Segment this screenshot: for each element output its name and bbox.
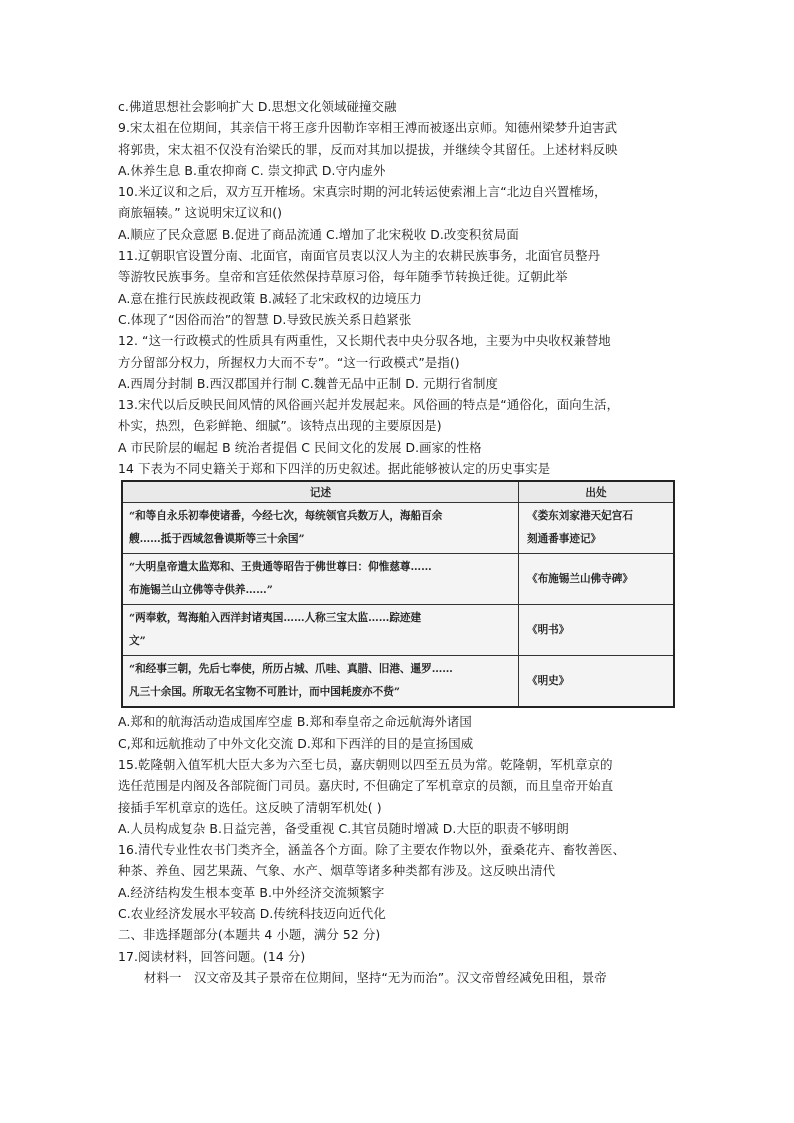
material-one-line: 材料一 汉文帝及其子景帝在位期间，坚持“无为而治”。汉文帝曾经减免田租，景帝 <box>144 969 607 985</box>
text-line: A.人员构成复杂 B.日益完善，备受重视 C.其官员随时增减 D.大臣的职责不够明朗 <box>118 820 569 836</box>
source-cell <box>519 554 675 605</box>
text-line: 12. “这一行政模式的性质具有两重性，又长期代表中央分驭各地，主要为中央收权兼替地 <box>118 333 611 349</box>
record-text: 艘……抵于西域忽鲁谟斯等三十余国” <box>129 533 305 546</box>
questions-8-to-14 <box>118 96 678 479</box>
source-text: 《明史》 <box>527 674 570 687</box>
table-row <box>122 503 674 554</box>
source-text: 《明书》 <box>527 623 570 636</box>
table-row <box>122 554 674 605</box>
table-row <box>122 656 674 708</box>
record-text: “和经事三朝，先后七奉使，所历占城、爪哇、真腊、旧港、暹罗…… <box>129 663 453 676</box>
text-line: 种茶、养鱼、园艺果蔬、气象、水产、烟草等诸多种类都有涉及。这反映出清代 <box>118 863 556 879</box>
zheng-he-table <box>121 480 675 708</box>
text-line: 11.辽朝职官设置分南、北面官，南面官员衷以汉人为主的农耕民族事务，北面官员整丹 <box>118 248 601 264</box>
text-line: A.西周分封制 B.西汉郡国并行制 C.魏普无品中正制 D. 元期行省制度 <box>118 375 498 391</box>
text-line: 9.宋太祖在位期间，其亲信干将王彦升因勒诈宰相王溥而被逐出京师。知德州梁梦升迫害武 <box>118 120 618 136</box>
text-line: C,郑和远航推动了中外文化交流 D.郑和下西洋的目的是宣扬国威 <box>118 735 474 751</box>
text-line: 商旅辐辏。” 这说明宋辽议和() <box>118 205 283 221</box>
record-text: “和等自永乐初奉使诸番，今经七次，每统领官兵数万人，海船百余 <box>129 510 443 523</box>
record-text: “两奉敕，驾海舶入西洋封诸夷国……人称三宝太监……踪迹建 <box>129 612 422 625</box>
text-line: 选任范围是内阁及各部院衙门司员。嘉庆时, 不但确定了军机章京的员额，而且皇帝开始直 <box>118 778 614 794</box>
text-line: C.体现了“因俗而治”的智慧 D.导致民族关系日趋紧张 <box>118 311 412 327</box>
text-line: 等游牧民族事务。皇帝和宫廷依然保持草原习俗，每年随季节转换迁徙。辽朝此举 <box>118 269 568 285</box>
source-text: 《布施锡兰山佛寺碑》 <box>527 572 633 585</box>
record-text: “大明皇帝遣太监郑和、王贵通等昭告于佛世尊曰：仰惟慈尊…… <box>129 561 432 574</box>
text-line: 二、非选择题部分(本题共 4 小题，满分 52 分) <box>118 927 381 943</box>
text-line: C.农业经济发展水平较高 D.传统科技迈向近代化 <box>118 906 386 922</box>
text-line: 10.米辽议和之后，双方互开榷场。宋真宗时期的河北转运使索湘上言“北边自兴置榷场， <box>118 184 607 200</box>
record-cell <box>122 605 519 656</box>
text-line: 方分留部分权力，所握权力大而不专”。“这一行政模式”是指() <box>118 354 460 370</box>
text-line: 将郭贵，宋太祖不仅没有治梁氏的罪，反而对其加以提拔，并继续令其留任。上述材料反映 <box>118 141 618 157</box>
text-line: 13.宋代以后反映民间风情的风俗画兴起并发展起来。风俗画的特点是“通俗化，面向生活， <box>118 397 620 413</box>
source-cell <box>519 605 675 656</box>
text-line: c.佛道思想社会影响扩大 D.思想文化领域碰撞交融 <box>118 99 397 114</box>
source-text: 刻通番事迹记》 <box>527 533 602 546</box>
text-line: A.休养生息 B.重农抑商 C. 崇文抑武 D.守内虚外 <box>118 162 386 178</box>
exam-page <box>118 96 678 988</box>
source-cell <box>519 503 675 554</box>
record-cell <box>122 503 519 554</box>
table-row <box>122 605 674 656</box>
text-line: A.经济结构发生根本变革 B.中外经济交流频繁字 <box>118 884 385 900</box>
text-line: A.郑和的航海活动造成国库空虚 B.郑和奉皇帝之命远航海外诸国 <box>118 714 472 730</box>
source-cell <box>519 656 675 708</box>
text-line: 15.乾隆朝入值军机大臣大多为六至七员，嘉庆朝则以四至五员为常。乾隆朝，军机章京的 <box>118 756 613 772</box>
text-line: A.顺应了民众意愿 B.促进了商品流通 C.增加了北宋税收 D.改变积贫局面 <box>118 226 519 242</box>
text-line: A 市民阶层的崛起 B 统治者提倡 C 民间文化的发展 D.画家的性格 <box>118 439 482 455</box>
record-cell <box>122 554 519 605</box>
text-line: A.意在推行民族歧视政策 B.减轻了北宋政权的边境压力 <box>118 290 422 306</box>
table-header-source: 出处 <box>519 481 675 503</box>
text-line: 接插手军机章京的选任。这反映了清朝军机处( ) <box>118 799 382 815</box>
record-text: 凡三十余国。所取无名宝物不可胜计，而中国耗废亦不赀” <box>129 686 400 699</box>
text-line: 14 下表为不同史籍关于郑和下四洋的历史叙述。据此能够被认定的历史事实是 <box>118 461 551 477</box>
text-line: 16.清代专业性农书门类齐全，涵盖各个方面。除了主要农作物以外，蚕桑花卉、畜牧善医、 <box>118 842 626 858</box>
record-text: 文” <box>129 635 146 648</box>
table-header-record: 记述 <box>122 481 519 503</box>
record-text: 布施锡兰山立佛等寺供养……” <box>129 584 273 597</box>
text-line: 17.阅读材料，回答问题。(14 分) <box>118 948 306 964</box>
source-text: 《娄东刘家港天妃宫石 <box>527 510 633 523</box>
questions-14-options-to-17 <box>118 711 678 967</box>
text-line: 朴实，热烈，色彩鲜艳、细腻”。该特点出现的主要原因是) <box>118 418 442 434</box>
record-cell <box>122 656 519 708</box>
